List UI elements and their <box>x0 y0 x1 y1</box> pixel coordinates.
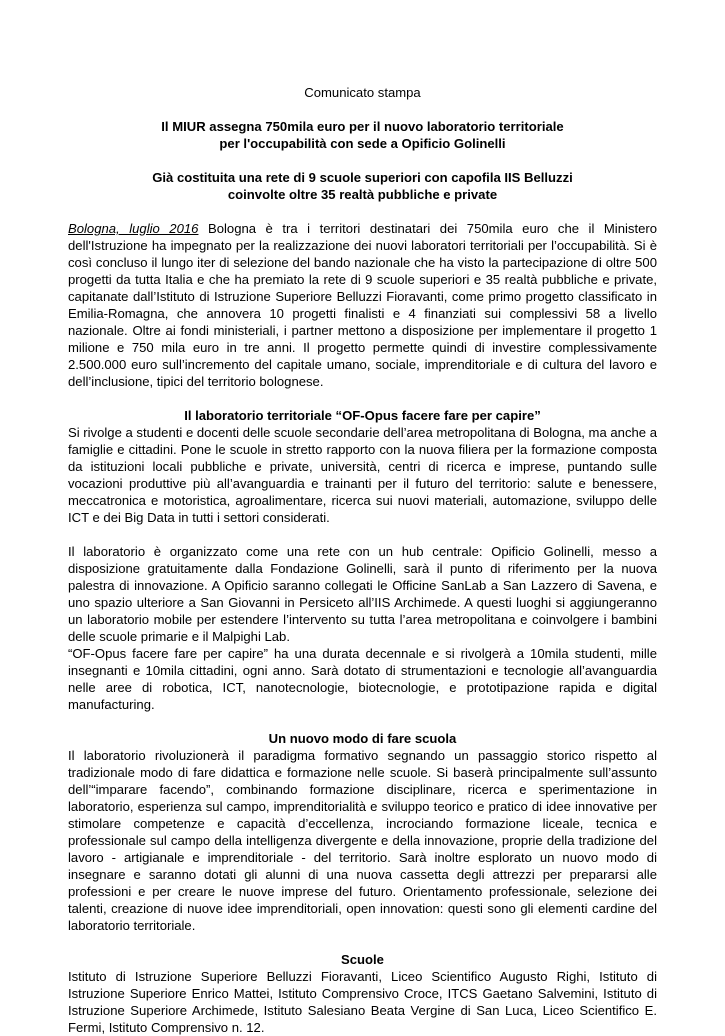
subtitle-line-2: coinvolte oltre 35 realtà pubbliche e private <box>227 187 498 202</box>
document-content <box>68 84 657 1036</box>
dateline: Bologna, luglio 2016 <box>68 221 199 236</box>
document-subtitle <box>68 169 657 203</box>
section3-paragraph-1: Istituto di Istruzione Superiore Belluzzi Fioravanti, Liceo Scientifico Augusto Righi, Istituto di Istruzione Superiore Enrico Mattei, Istituto Comprensivo Croce, ITCS Gaetano Salvemini, Istituto di Istruzione Superiore Archimede, Istituto Salesiano Beata Vergine di San Luca, Liceo Scientifico E. Fermi, Istituto Comprensivo n. 12. <box>68 969 657 1035</box>
document-label: Comunicato stampa <box>304 85 421 100</box>
subtitle-line-1: Già costituita una rete di 9 scuole superiori con capofila IIS Belluzzi <box>152 170 573 185</box>
section2-paragraph-1: Il laboratorio rivoluzionerà il paradigma formativo segnando un passaggio storico rispetto al tradizionale modo di fare didattica e formazione nelle scuole. Si baserà principalmente sull’assunto dell’“imparare facendo”, combinando formazione disciplinare, ricerca e sperimentazione in laboratorio, esperienza sul campo, imprenditorialità e sviluppo teorico e pratico di idee innovative per stimolare competenze e capacità d’eccellenza, incrociando formazione liceale, tecnica e professionale sul campo della intelligenza divergente e della innovazione, proprie della tradizione del lavoro - artigianale e imprenditoriale - del territorio. Sarà inoltre esplorato un nuovo modo di insegnare e saranno dotati gli alunni di una nuova cassetta degli attrezzi per prepararsi alle professioni e per creare le nuove imprese del futuro. Orientamento professionale, selezione dei talenti, creazione di nuove idee imprenditoriali, open innovation: questi sono gli elementi cardine del laboratorio territoriale. <box>68 748 657 933</box>
section-heading-laboratorio: Il laboratorio territoriale “OF-Opus facere fare per capire” <box>184 408 541 423</box>
section1-paragraph-3: “OF-Opus facere fare per capire” ha una durata decennale e si rivolgerà a 10mila studenti, mille insegnanti e 10mila cittadini, ogni anno. Sarà dotato di strumentazioni e tecnologie all’avanguardia nelle aree di robotica, ICT, nanotecnologie, biotecnologie, e prototipazione rapida e digital manufacturing. <box>68 646 657 712</box>
section-heading-nuovo-modo: Un nuovo modo di fare scuola <box>268 731 457 746</box>
intro-paragraph <box>68 220 657 390</box>
intro-body: Bologna è tra i territori destinatari dei 750mila euro che il Ministero dell'Istruzione ha impegnato per la realizzazione dei nuovi laboratori territoriali per l’occupabilità. Si è così concluso il lungo iter di selezione del bando nazionale che ha visto la partecipazione di oltre 500 progetti da tutta Italia e che ha premiato la rete di 9 scuole superiori e 35 realtà pubbliche e private, capitanate dall’Istituto di Istruzione Superiore Belluzzi Fioravanti, come primo progetto classificato in Emilia-Romagna, che annovera 10 progetti finalisti e 4 finanziati sui complessivi 58 a livello nazionale. Oltre ai fondi ministeriali, i partner mettono a disposizione per implementare il progetto 1 milione e 750 mila euro in tre anni. Il progetto permette quindi di investire complessivamente 2.500.000 euro sull’incremento del capitale umano, sociale, imprenditoriale e di cultura del lavoro e dell’inclusione, tipici del territorio bolognese. <box>68 221 658 389</box>
section1-paragraph-2: Il laboratorio è organizzato come una rete con un hub centrale: Opificio Golinelli, messo a disposizione gratuitamente dalla Fondazione Golinelli, sarà il punto di riferimento per la nuova palestra di innovazione. A Opificio saranno collegati le Officine SanLab a San Lazzero di Savena, e uno spazio ulteriore a San Giovanni in Persiceto all’IIS Archimede. A questi luoghi si aggiungeranno un laboratorio mobile per estendere l’intervento su tutta l’area metropolitana e coinvolgere i bambini delle scuole primarie e il Malpighi Lab. <box>68 544 657 644</box>
document-title <box>68 118 657 152</box>
title-line-1: Il MIUR assegna 750mila euro per il nuovo laboratorio territoriale <box>161 119 564 134</box>
title-line-2: per l'occupabilità con sede a Opificio Golinelli <box>219 136 506 151</box>
section1-paragraph-1: Si rivolge a studenti e docenti delle scuole secondarie dell’area metropolitana di Bologna, ma anche a famiglie e cittadini. Pone le scuole in stretto rapporto con la nuova filiera per la formazione composta da istituzioni locali pubbliche e private, università, centri di ricerca e imprese, puntando sulle vocazioni produttive più all’avanguardia e trainanti per il futuro del territorio: salute e benessere, meccatronica e motoristica, agroalimentare, ricerca sui nuovi materiali, automazione, sviluppo delle ICT e dei Big Data in tutti i settori considerati. <box>68 425 657 525</box>
section-heading-scuole: Scuole <box>341 952 384 967</box>
